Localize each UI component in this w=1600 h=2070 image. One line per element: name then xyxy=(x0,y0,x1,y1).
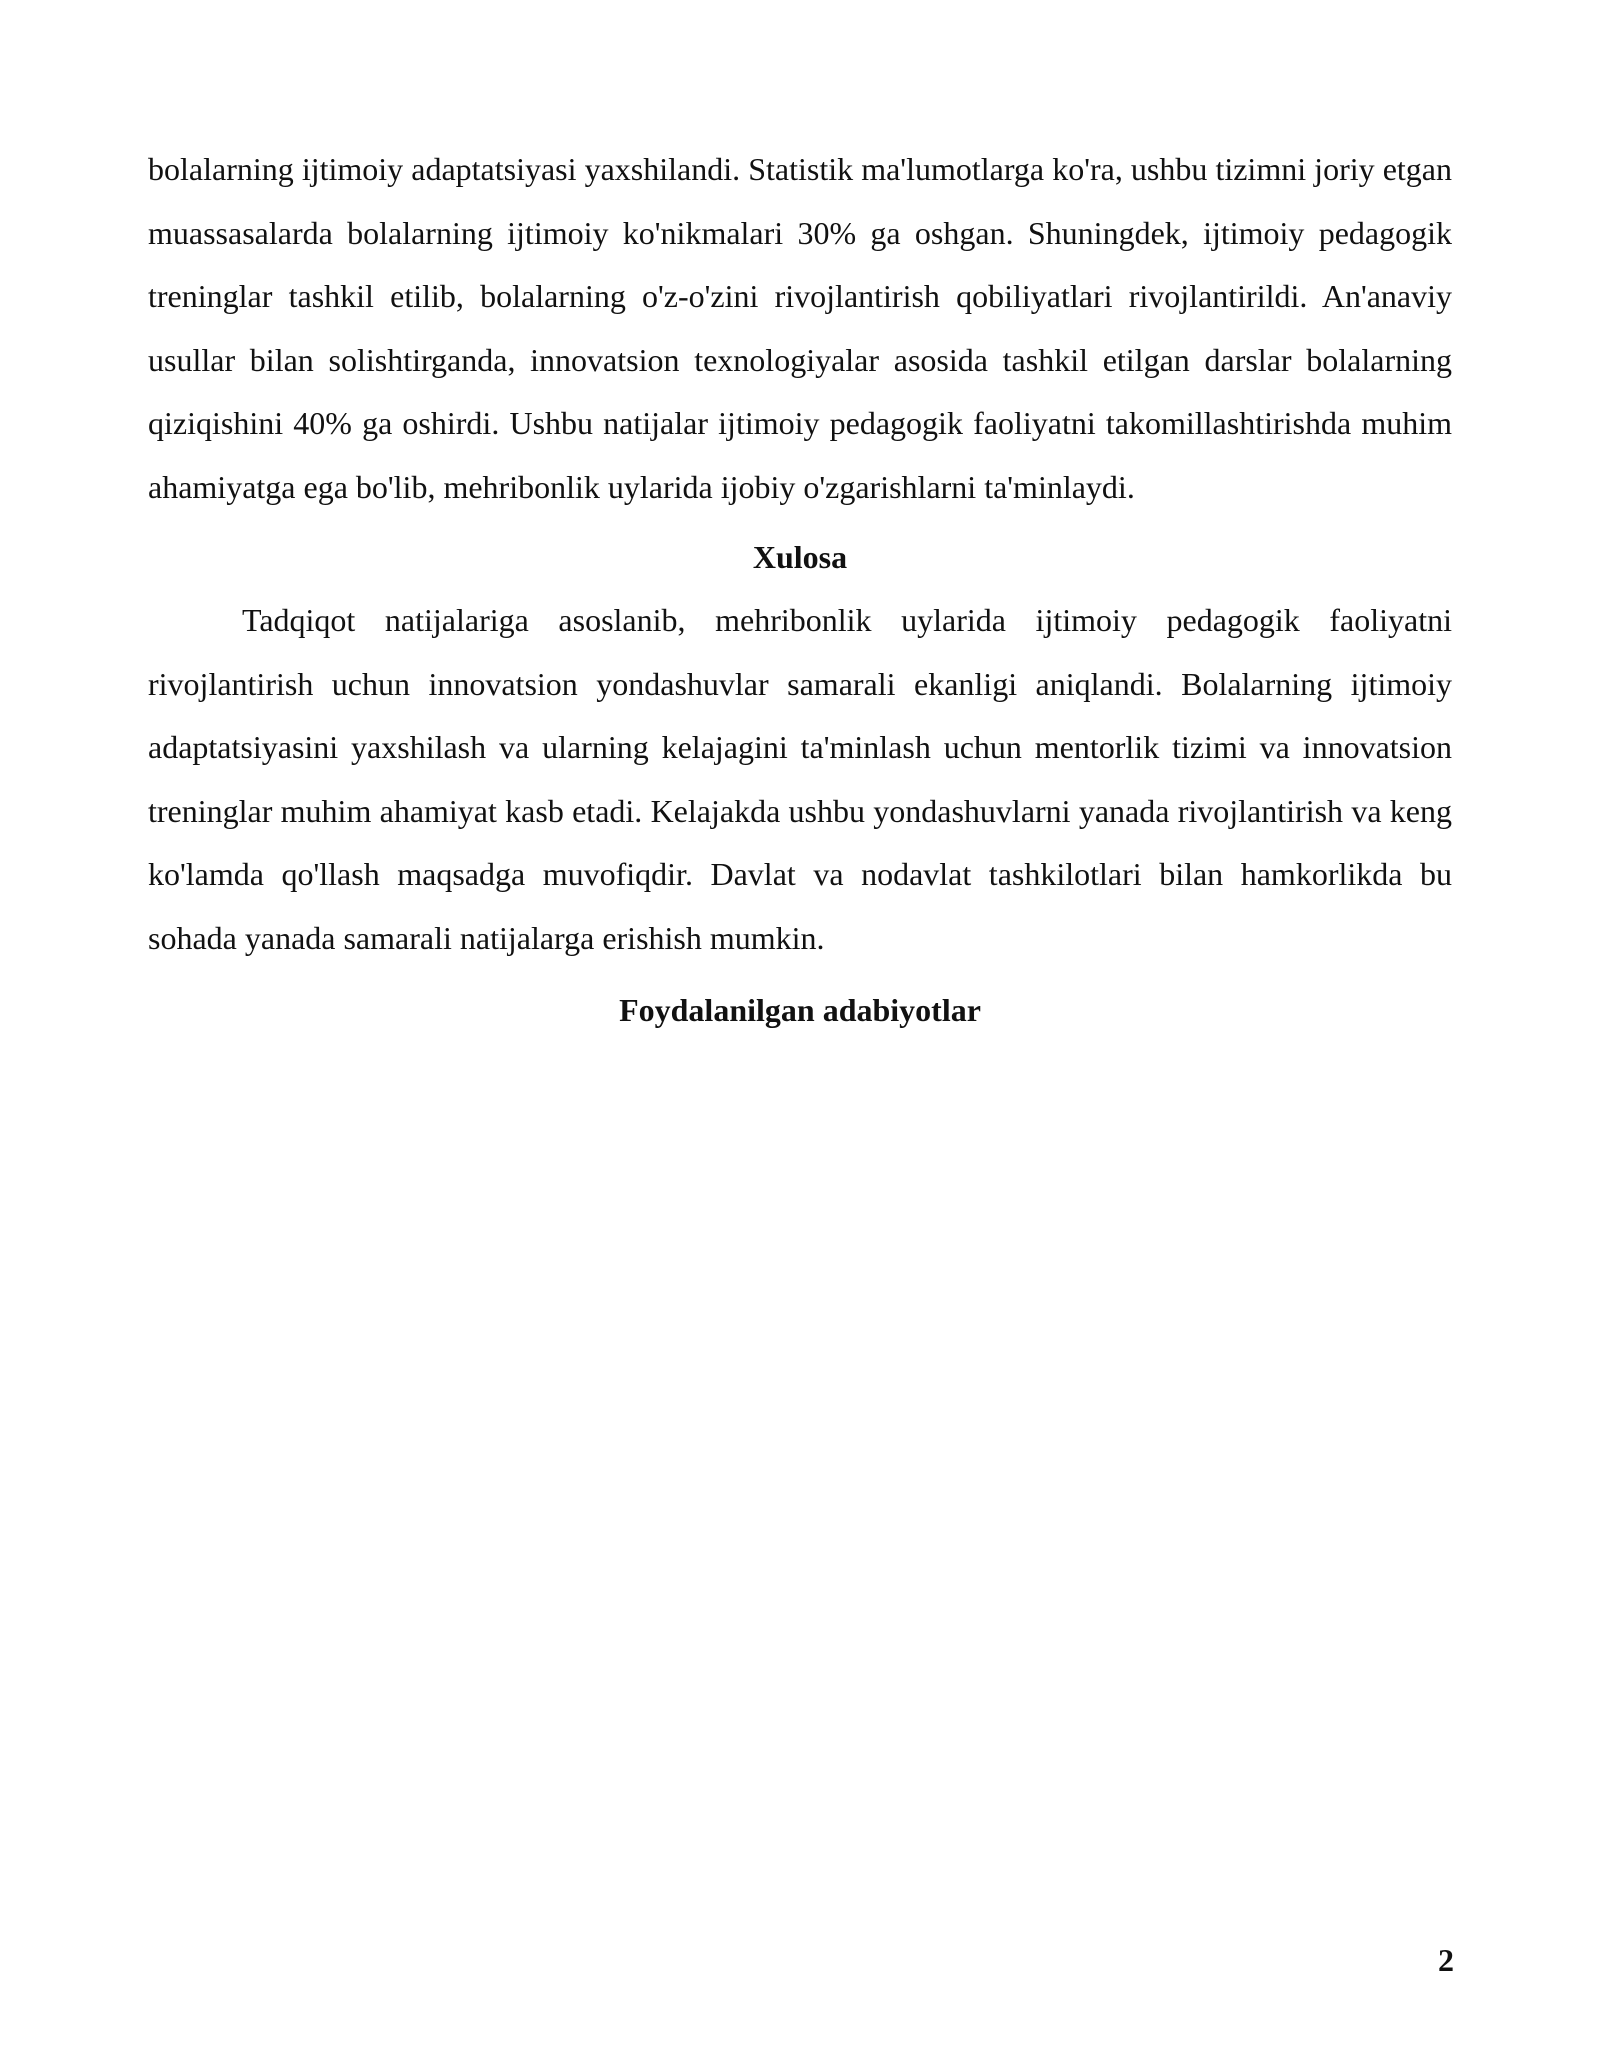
results-paragraph: bolalarning ijtimoiy adaptatsiyasi yaxshilandi. Statistik ma'lumotlarga ko'ra, ushbu tizimni joriy etgan muassasalarda bolalarning ijtimoiy ko'nikmalari 30% ga oshgan. Shuningdek, ijtimoiy pedagogik treninglar tashkil etilib, bolalarning o'z-o'zini rivojlantirish qobiliyatlari rivojlantirildi. An'anaviy usullar bilan solishtirganda, innovatsion texnologiyalar asosida tashkil etilgan darslar bolalarning qiziqishini 40% ga oshirdi. Ushbu natijalar ijtimoiy pedagogik faoliyatni takomillashtirishda muhim ahamiyatga ega bo'lib, mehribonlik uylarida ijobiy o'zgarishlarni ta'minlaydi. xyxy=(148,151,1452,505)
conclusion-heading: Xulosa xyxy=(752,539,848,575)
page-body xyxy=(148,138,1452,1030)
page-number: 2 xyxy=(1438,1942,1454,1978)
references-heading: Foydalanilgan adabiyotlar xyxy=(619,992,981,1028)
conclusion-paragraph: Tadqiqot natijalariga asoslanib, mehribonlik uylarida ijtimoiy pedagogik faoliyatni rivojlantirish uchun innovatsion yondashuvlar samarali ekanligi aniqlandi. Bolalarning ijtimoiy adaptatsiyasini yaxshilash va ularning kelajagini ta'minlash uchun mentorlik tizimi va innovatsion treninglar muhim ahamiyat kasb etadi. Kelajakda ushbu yondashuvlarni yanada rivojlantirish va keng ko'lamda qo'llash maqsadga muvofiqdir. Davlat va nodavlat tashkilotlari bilan hamkorlikda bu sohada yanada samarali natijalarga erishish mumkin. xyxy=(148,602,1452,956)
